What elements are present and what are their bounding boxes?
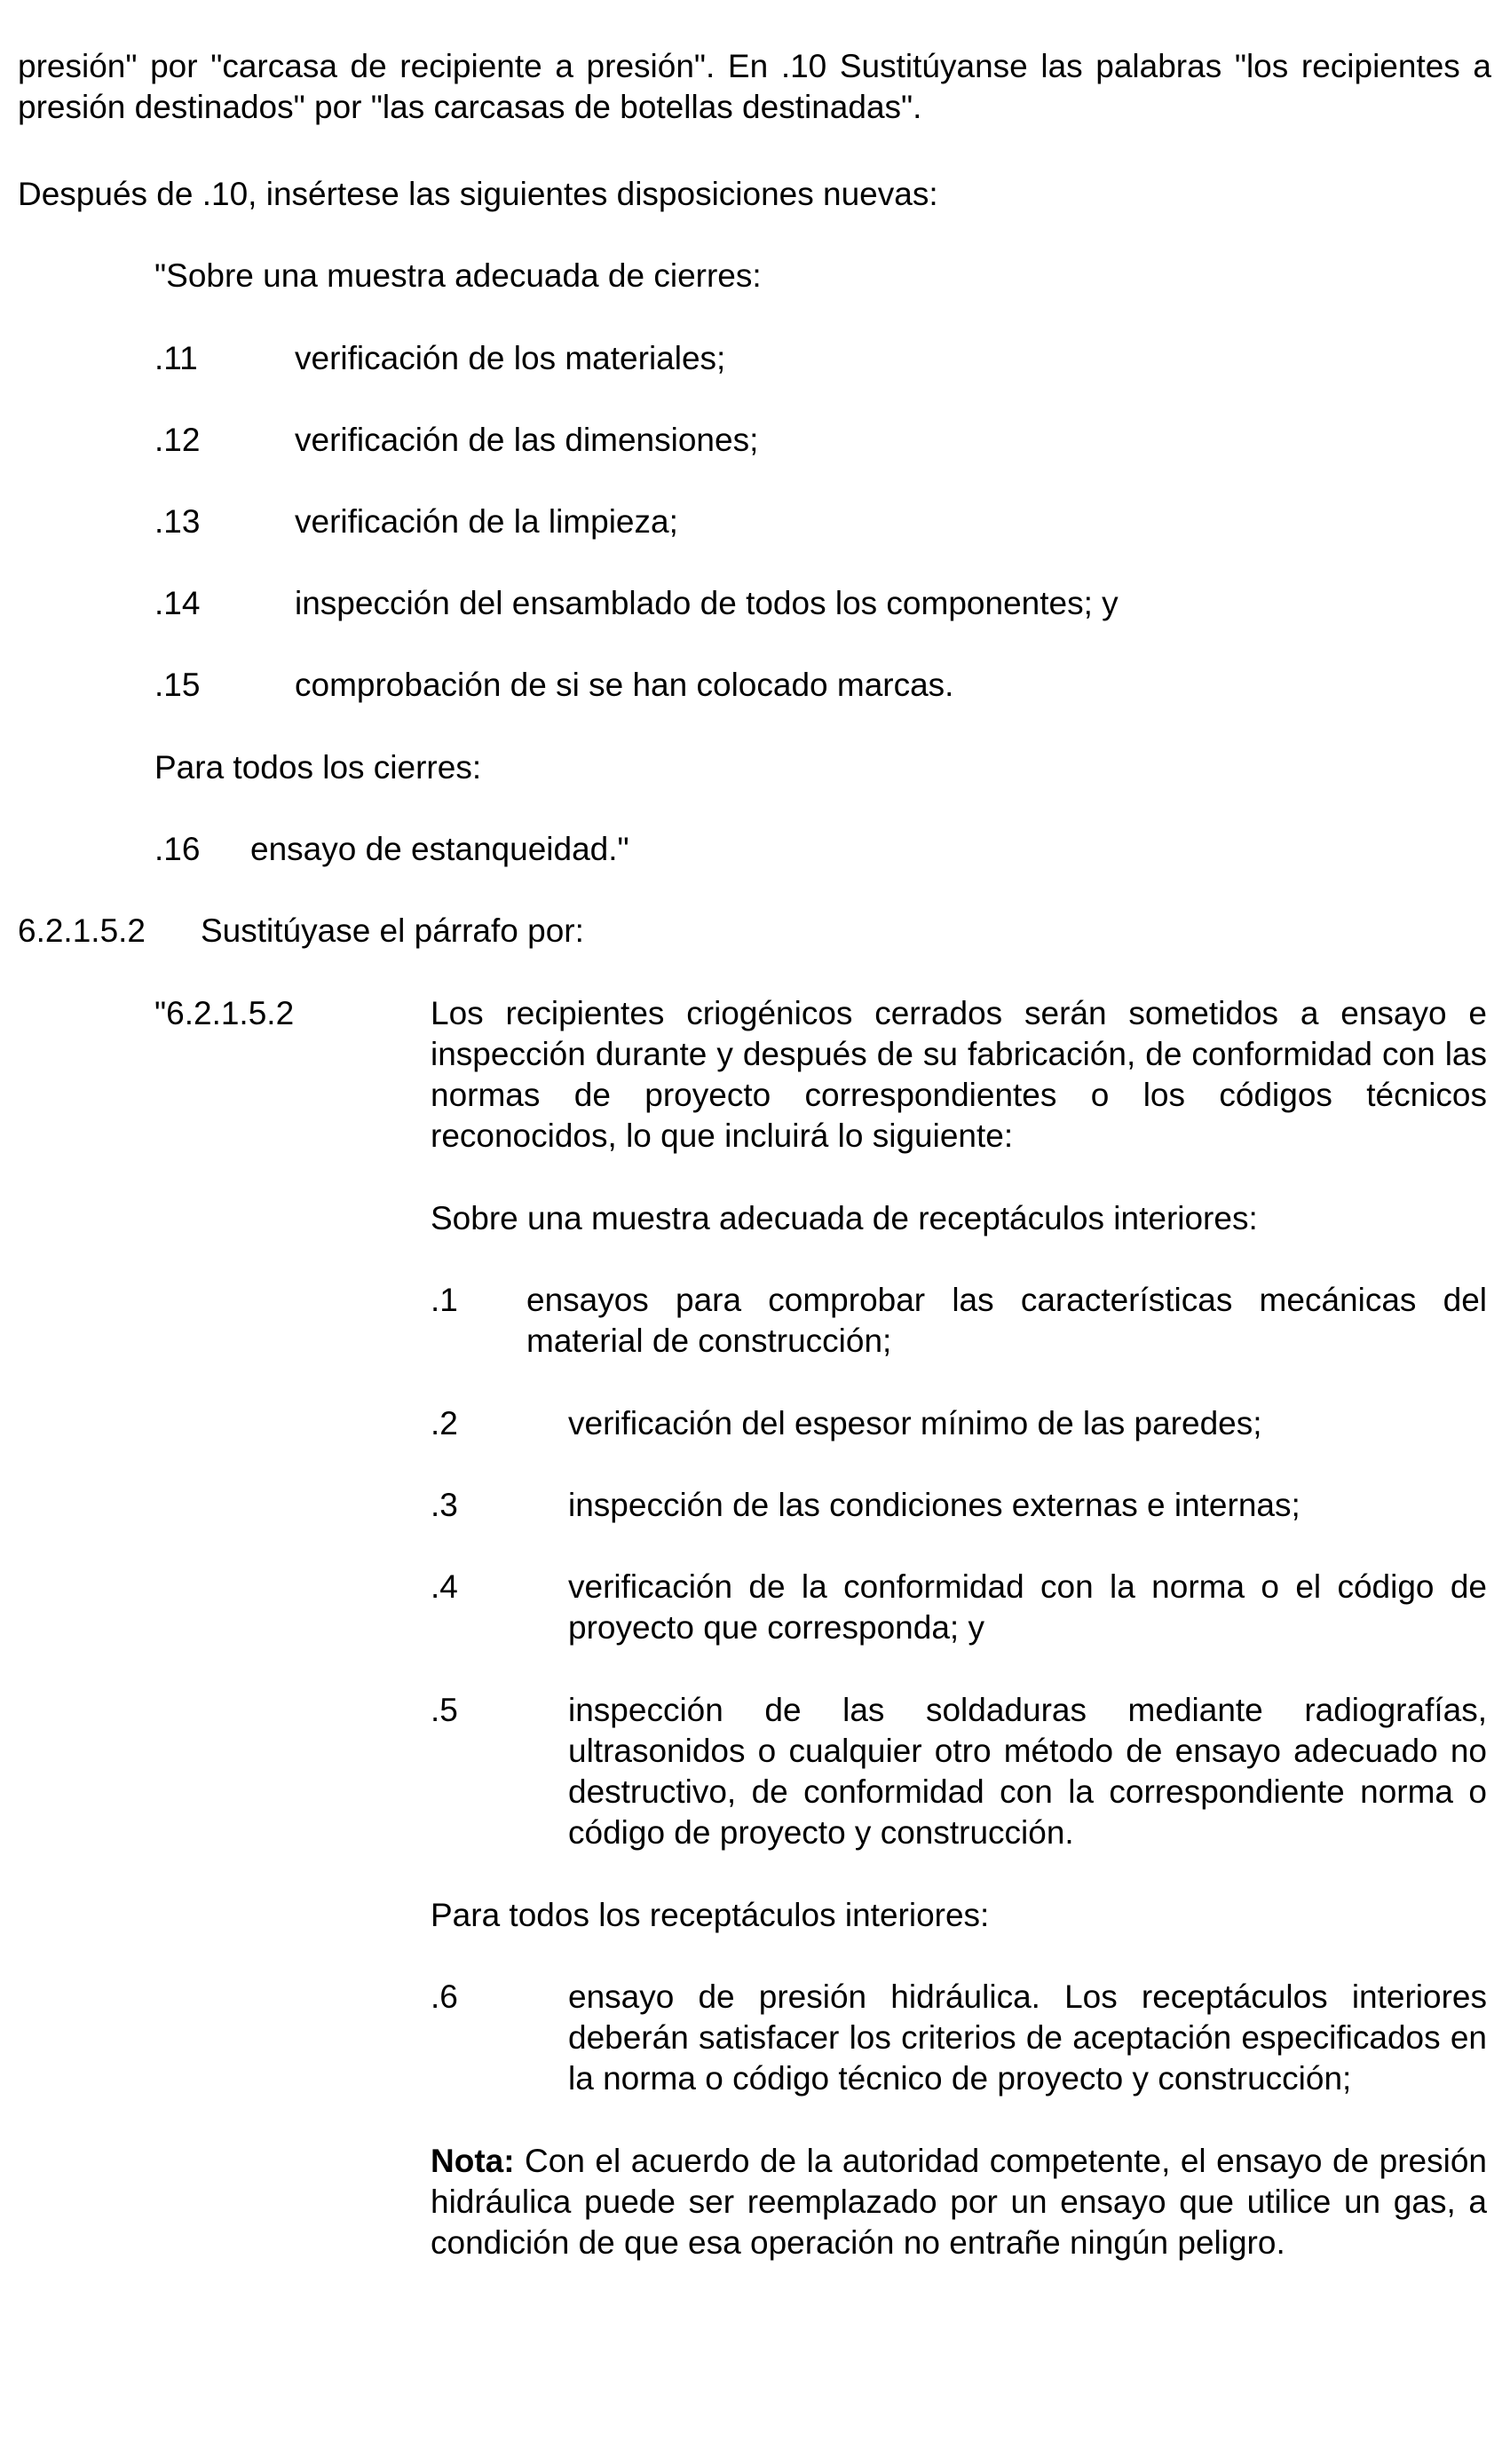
closures-sample-heading: "Sobre una muestra adecuada de cierres: <box>154 257 762 294</box>
inner-item-text: inspección de las condiciones externas e internas; <box>568 1487 1300 1523</box>
closure-item-number: .16 <box>154 831 201 867</box>
all-closures-heading: Para todos los cierres: <box>154 749 482 786</box>
closure-item <box>154 338 1486 379</box>
note-label: Nota: <box>431 2143 515 2179</box>
inner-item-number: .3 <box>431 1487 458 1523</box>
inner-item-number: .1 <box>431 1282 458 1318</box>
inner-item-number: .5 <box>431 1692 458 1728</box>
quoted-paragraph-number: "6.2.1.5.2 <box>154 995 295 1031</box>
after-10-line: Después de .10, insértese las siguientes disposiciones nuevas: <box>18 176 938 212</box>
inner-item-number: .2 <box>431 1405 458 1441</box>
inner-sample-heading: Sobre una muestra adecuada de receptáculos interiores: <box>431 1200 1258 1236</box>
closure-item-text: verificación de los materiales; <box>295 340 726 376</box>
closure-item <box>154 665 1486 706</box>
section-number: 6.2.1.5.2 <box>18 912 146 949</box>
closure-item <box>154 501 1486 542</box>
section-instruction: Sustitúyase el párrafo por: <box>201 912 584 949</box>
note-paragraph <box>431 2141 1487 2263</box>
closure-item-number: .12 <box>154 422 201 458</box>
inner-item-text: verificación del espesor mínimo de las paredes; <box>568 1405 1262 1441</box>
closure-item-number: .14 <box>154 585 201 621</box>
inner-item-text: inspección de las soldaduras mediante radiografías, ultrasonidos o cualquier otro método de ensayo adecuado no destructivo, de conformidad con la correspondiente norma o código de proyecto y construcción. <box>568 1692 1487 1851</box>
closure-item-number: .15 <box>154 667 201 703</box>
closure-item <box>154 583 1486 624</box>
note-text: Con el acuerdo de la autoridad competente, el ensayo de presión hidráulica puede ser reemplazado por un ensayo que utilice un gas, a condición de que esa operación no entrañe ningún peligro. <box>431 2143 1487 2261</box>
inner-item-text: ensayos para comprobar las características mecánicas del material de construcción; <box>526 1282 1487 1359</box>
inner-item-number: .4 <box>431 1568 458 1605</box>
closure-item-text: ensayo de estanqueidad." <box>250 831 629 867</box>
inner-item-text: verificación de la conformidad con la norma o el código de proyecto que corresponda; y <box>568 1568 1487 1646</box>
closure-item-text: comprobación de si se han colocado marcas. <box>295 667 954 703</box>
closure-item-16 <box>154 829 1486 870</box>
inner-item-number: .6 <box>431 1978 458 2015</box>
closure-item-text: verificación de la limpieza; <box>295 503 678 540</box>
all-inner-heading: Para todos los receptáculos interiores: <box>431 1897 990 1933</box>
section-reference <box>18 911 1491 952</box>
inner-item-text: ensayo de presión hidráulica. Los receptáculos interiores deberán satisfacer los criterios de aceptación especificados en la norma o código técnico de proyecto y construcción; <box>568 1978 1487 2097</box>
closure-item-number: .13 <box>154 503 201 540</box>
closure-item <box>154 420 1486 461</box>
closure-item-text: inspección del ensamblado de todos los componentes; y <box>295 585 1119 621</box>
intro-paragraph: presión" por "carcasa de recipiente a presión". En .10 Sustitúyanse las palabras "los recipientes a presión destinados" por "las carcasas de botellas destinadas". <box>18 48 1491 125</box>
closure-item-text: verificación de las dimensiones; <box>295 422 759 458</box>
closure-item-number: .11 <box>154 340 198 376</box>
quoted-paragraph-text: Los recipientes criogénicos cerrados serán sometidos a ensayo e inspección durante y después de su fabricación, de conformidad con las normas de proyecto correspondientes o los códigos técnicos reconocidos, lo que incluirá lo siguiente: <box>431 995 1487 1154</box>
